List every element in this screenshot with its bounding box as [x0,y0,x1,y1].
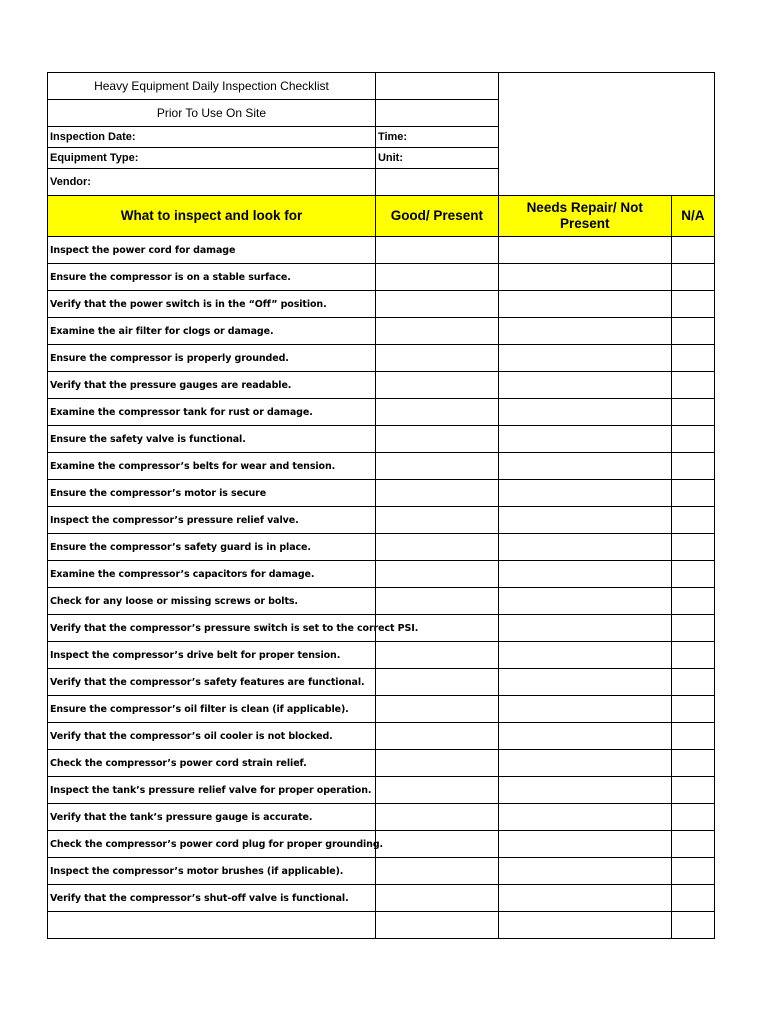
needs-repair-cell[interactable] [498,696,671,723]
checklist-item-row [48,291,715,318]
time-field[interactable]: Time: [375,127,498,148]
needs-repair-cell[interactable] [498,561,671,588]
checklist-item-text: Verify that the compressor’s oil cooler is not blocked. [48,723,376,750]
vendor-row-blank-cell[interactable] [375,169,498,196]
equipment-type-field[interactable]: Equipment Type: [48,148,376,169]
needs-repair-cell[interactable] [498,291,671,318]
checklist-item-text: Check for any loose or missing screws or bolts. [48,588,376,615]
checklist-item-text: Check the compressor’s power cord plug for proper grounding. [48,831,376,858]
na-cell[interactable] [671,237,714,264]
checklist-item-text: Examine the air filter for clogs or damage. [48,318,376,345]
na-cell[interactable] [671,831,714,858]
na-cell[interactable] [671,453,714,480]
needs-repair-cell[interactable] [498,750,671,777]
needs-repair-cell[interactable] [498,345,671,372]
checklist-item-row [48,318,715,345]
checklist-item-row [48,507,715,534]
checklist-item-row [48,399,715,426]
good-present-cell[interactable] [375,804,498,831]
checklist-item-text: Inspect the power cord for damage [48,237,376,264]
na-cell[interactable] [671,858,714,885]
na-cell[interactable] [671,561,714,588]
checklist-item-row [48,777,715,804]
needs-repair-cell[interactable] [498,723,671,750]
good-present-cell[interactable] [375,777,498,804]
good-present-cell[interactable] [375,669,498,696]
checklist-item-text: Examine the compressor tank for rust or damage. [48,399,376,426]
checklist-item-row [48,831,715,858]
needs-repair-cell[interactable] [498,669,671,696]
inspection-checklist-table [47,72,715,939]
good-present-cell[interactable] [375,696,498,723]
checklist-title: Heavy Equipment Daily Inspection Checklist [48,73,376,100]
good-present-cell[interactable] [375,885,498,912]
needs-repair-cell[interactable] [498,453,671,480]
checklist-item-row [48,345,715,372]
checklist-item-row [48,480,715,507]
na-cell[interactable] [671,426,714,453]
na-cell[interactable] [671,912,714,939]
na-cell[interactable] [671,534,714,561]
good-present-cell[interactable] [375,750,498,777]
needs-repair-cell[interactable] [498,318,671,345]
checklist-item-row [48,534,715,561]
checklist-item-text: Inspect the compressor’s motor brushes (if applicable). [48,858,376,885]
needs-repair-cell[interactable] [498,831,671,858]
needs-repair-cell[interactable] [498,237,671,264]
checklist-item-text: Verify that the compressor’s shut-off valve is functional. [48,885,376,912]
good-present-cell[interactable] [375,561,498,588]
needs-repair-cell[interactable] [498,912,671,939]
title-row-blank-cell[interactable] [375,73,498,100]
checklist-item-row [48,588,715,615]
na-cell[interactable] [671,750,714,777]
checklist-item-row [48,858,715,885]
header-what-to-inspect: What to inspect and look for [48,196,376,237]
good-present-cell[interactable] [375,507,498,534]
needs-repair-cell[interactable] [498,804,671,831]
na-cell[interactable] [671,399,714,426]
checklist-item-text: Inspect the compressor’s drive belt for proper tension. [48,642,376,669]
good-present-cell[interactable] [375,291,498,318]
needs-repair-cell[interactable] [498,372,671,399]
checklist-item-row [48,669,715,696]
checklist-item-text: Inspect the tank’s pressure relief valve for proper operation. [48,777,376,804]
good-present-cell[interactable] [375,237,498,264]
na-cell[interactable] [671,723,714,750]
na-cell[interactable] [671,264,714,291]
na-cell[interactable] [671,507,714,534]
checklist-item-row [48,372,715,399]
checklist-item-row [48,561,715,588]
na-cell[interactable] [671,588,714,615]
checklist-item-text: Verify that the tank’s pressure gauge is accurate. [48,804,376,831]
good-present-cell[interactable] [375,345,498,372]
checklist-item-text: Examine the compressor’s belts for wear and tension. [48,453,376,480]
checklist-item-text: Ensure the compressor is properly grounded. [48,345,376,372]
checklist-item-text: Verify that the pressure gauges are readable. [48,372,376,399]
checklist-item-row [48,696,715,723]
checklist-item-row [48,615,715,642]
needs-repair-cell[interactable] [498,264,671,291]
needs-repair-cell[interactable] [498,615,671,642]
vendor-field[interactable]: Vendor: [48,169,376,196]
good-present-cell[interactable] [375,399,498,426]
checklist-item-text: Examine the compressor’s capacitors for damage. [48,561,376,588]
na-cell[interactable] [671,372,714,399]
header-good-present: Good/ Present [375,196,498,237]
checklist-item-text: Ensure the compressor’s motor is secure [48,480,376,507]
checklist-item-text: Ensure the compressor is on a stable surface. [48,264,376,291]
inspection-date-field[interactable]: Inspection Date: [48,127,376,148]
checklist-item-text: Inspect the compressor’s pressure relief valve. [48,507,376,534]
needs-repair-cell[interactable] [498,777,671,804]
checklist-item-row [48,642,715,669]
na-cell[interactable] [671,885,714,912]
needs-repair-cell[interactable] [498,507,671,534]
good-present-cell[interactable] [375,480,498,507]
checklist-item-text [48,912,376,939]
needs-repair-cell[interactable] [498,588,671,615]
needs-repair-cell[interactable] [498,480,671,507]
checklist-item-row [48,723,715,750]
good-present-cell[interactable] [375,723,498,750]
checklist-item-row [48,885,715,912]
good-present-cell[interactable] [375,264,498,291]
checklist-item-text: Verify that the power switch is in the “Off” position. [48,291,376,318]
good-present-cell[interactable] [375,642,498,669]
na-cell[interactable] [671,696,714,723]
column-header-row [48,196,715,237]
checklist-item-row [48,453,715,480]
na-cell[interactable] [671,642,714,669]
good-present-cell[interactable] [375,426,498,453]
checklist-item-row [48,237,715,264]
checklist-item-row [48,426,715,453]
good-present-cell[interactable] [375,318,498,345]
header-na: N/A [671,196,714,237]
na-cell[interactable] [671,480,714,507]
checklist-item-text: Ensure the compressor’s oil filter is clean (if applicable). [48,696,376,723]
na-cell[interactable] [671,777,714,804]
title-row [48,73,715,100]
checklist-item-text: Verify that the compressor’s pressure switch is set to the correct PSI. [48,615,376,642]
checklist-item-text: Check the compressor’s power cord strain relief. [48,750,376,777]
checklist-item-row [48,750,715,777]
checklist-subtitle: Prior To Use On Site [48,100,376,127]
good-present-cell[interactable] [375,372,498,399]
needs-repair-cell[interactable] [498,858,671,885]
checklist-item-text: Ensure the safety valve is functional. [48,426,376,453]
na-cell[interactable] [671,318,714,345]
checklist-item-row [48,264,715,291]
header-needs-repair: Needs Repair/ Not Present [498,196,671,237]
needs-repair-cell[interactable] [498,534,671,561]
na-cell[interactable] [671,669,714,696]
checklist-item-text: Verify that the compressor’s safety features are functional. [48,669,376,696]
checklist-item-text: Ensure the compressor’s safety guard is in place. [48,534,376,561]
good-present-cell[interactable] [375,858,498,885]
good-present-cell[interactable] [375,831,498,858]
blank-header-block [498,73,714,196]
good-present-cell[interactable] [375,588,498,615]
needs-repair-cell[interactable] [498,399,671,426]
checklist-item-row [48,804,715,831]
subtitle-row-blank-cell[interactable] [375,100,498,127]
good-present-cell[interactable] [375,912,498,939]
good-present-cell[interactable] [375,534,498,561]
na-cell[interactable] [671,615,714,642]
needs-repair-cell[interactable] [498,885,671,912]
good-present-cell[interactable] [375,453,498,480]
unit-field[interactable]: Unit: [375,148,498,169]
na-cell[interactable] [671,345,714,372]
needs-repair-cell[interactable] [498,642,671,669]
needs-repair-cell[interactable] [498,426,671,453]
checklist-item-row [48,912,715,939]
na-cell[interactable] [671,804,714,831]
na-cell[interactable] [671,291,714,318]
